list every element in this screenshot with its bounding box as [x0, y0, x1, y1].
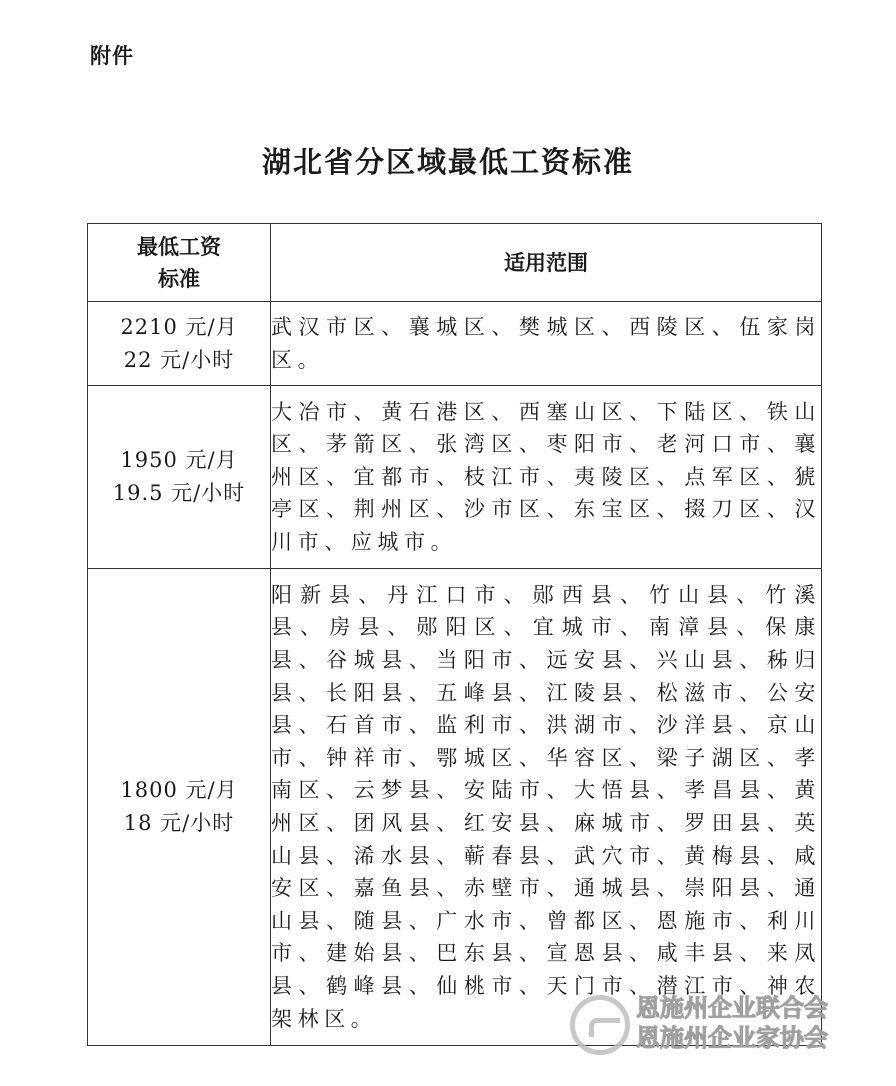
watermark-line1: 恩施州企业联合会	[636, 994, 828, 1022]
hourly-wage: 22 元/小时	[123, 347, 235, 372]
attachment-label: 附件	[90, 44, 134, 68]
monthly-wage: 2210 元/月	[120, 314, 238, 339]
table-header-row	[88, 224, 822, 302]
wage-standard-cell	[88, 569, 271, 1046]
wage-standard-cell	[88, 302, 271, 386]
table-row	[88, 302, 822, 386]
column-header-standard	[88, 224, 271, 302]
scope-cell: 大冶市、黄石港区、西塞山区、下陆区、铁山区、茅箭区、张湾区、枣阳市、老河口市、襄州区、宜都市、枝江市、夷陵区、点军区、猇亭区、荆州区、沙市区、东宝区、掇刀区、汉川市、应城市。	[271, 386, 822, 569]
column-header-standard-line2: 标准	[158, 266, 200, 291]
minimum-wage-table	[87, 223, 822, 1046]
table-row	[88, 386, 822, 569]
watermark-line2: 恩施州企业家协会	[636, 1024, 828, 1052]
hourly-wage: 18 元/小时	[123, 811, 235, 835]
table-row	[88, 569, 822, 1046]
wage-standard-cell	[88, 386, 271, 569]
hourly-wage: 19.5 元/小时	[112, 481, 246, 505]
monthly-wage: 1950 元/月	[120, 448, 238, 472]
enterprise-federation-logo-icon	[570, 995, 630, 1055]
scope-cell: 阳新县、丹江口市、郧西县、竹山县、竹溪县、房县、郧阳区、宜城市、南漳县、保康县、谷城县、当阳市、远安县、兴山县、秭归县、长阳县、五峰县、江陵县、松滋市、公安县、石首市、监利市、洪湖市、沙洋县、京山市、钟祥市、鄂城区、华容区、梁子湖区、孝南区、云梦县、安陆市、大悟县、孝昌县、黄州区、团风县、红安县、麻城市、罗田县、英山县、浠水县、蕲春县、武穴市、黄梅县、咸安区、嘉鱼县、赤壁市、通城县、崇阳县、通山县、随县、广水市、曾都区、恩施市、利川市、建始县、巴东县、宣恩县、咸丰县、来凤县、鹤峰县、仙桃市、天门市、潜江市、神农架林区。	[271, 569, 822, 1046]
watermark-text	[636, 993, 828, 1053]
page-title: 湖北省分区域最低工资标准	[261, 145, 634, 179]
watermark	[570, 993, 880, 1061]
column-header-scope: 适用范围	[271, 224, 822, 302]
monthly-wage: 1800 元/月	[120, 778, 238, 802]
scope-cell: 武汉市区、襄城区、樊城区、西陵区、伍家岗区。	[271, 302, 822, 386]
column-header-standard-line1: 最低工资	[137, 234, 221, 259]
